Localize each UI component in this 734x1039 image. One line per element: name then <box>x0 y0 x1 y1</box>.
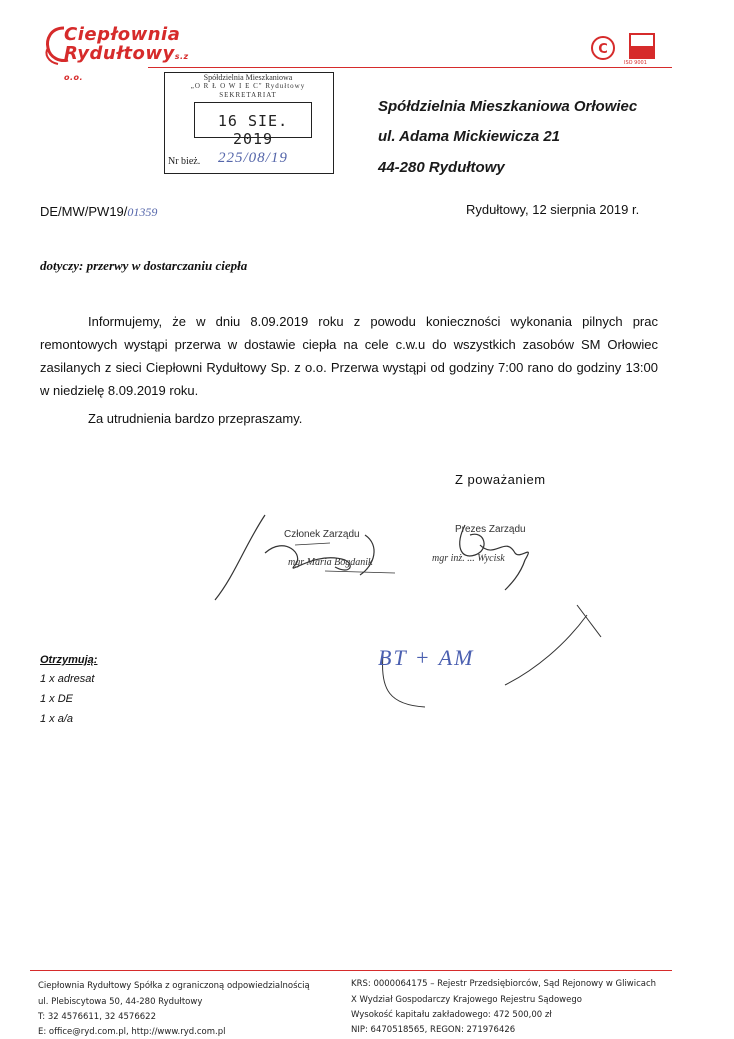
body-paragraph: Informujemy, że w dniu 8.09.2019 roku z powodu konieczności wykonania pilnych prac remontowych wystąpi przerwa w dostawie ciepła na cele c.w.u do wszystkich zasobów SM Orłowiec zasilanych z sieci Ciepłowni Rydułtowy Sp. z o.o. Przerwa wystąpi od godziny 7:00 rano do godziny 13:00 w niedzielę 8.09.2019 roku. <box>40 314 658 398</box>
footer-nip: NIP: 6470518565, REGON: 271976426 <box>351 1025 516 1035</box>
c-mark: C <box>598 42 608 57</box>
footer-court: X Wydział Gospodarczy Krajowego Rejestru Sądowego <box>351 995 582 1005</box>
reference-handwritten: 01359 <box>127 205 158 219</box>
footer-krs: KRS: 0000064175 – Rejestr Przedsiębiorców, Sąd Rejonowy w Gliwicach <box>351 979 657 989</box>
receipt-stamp <box>158 72 334 174</box>
stamp-line3: SEKRETARIAT <box>219 91 277 99</box>
addressee-line2: ul. Adama Mickiewicza 21 <box>378 128 561 145</box>
signature-1-title: Członek Zarządu <box>284 529 360 540</box>
signature-2-title: Prezes Zarządu <box>455 524 526 535</box>
logo-line2: Rydułtowys.z o.o. <box>64 43 189 82</box>
copyright-badge-icon <box>590 35 616 61</box>
subject-line <box>40 258 247 274</box>
company-logo <box>42 22 189 82</box>
footer-capital: Wysokość kapitału zakładowego: 472 500,00 zł <box>351 1010 552 1020</box>
recipient-item: 1 x a/a <box>40 713 74 725</box>
subject-text: przerwy w dostarczaniu ciepła <box>86 258 248 273</box>
footer-phone: T: 32 4576611, 32 4576622 <box>38 1012 156 1022</box>
footer-email: E: office@ryd.com.pl, http://www.ryd.com.pl <box>38 1027 226 1037</box>
recipients-heading: Otrzymują: <box>40 654 98 666</box>
signature-2-name: mgr inż. ... Wycisk <box>432 553 505 564</box>
stamp-date: 16 SIE. 2019 <box>217 112 289 148</box>
apology-text: Za utrudnienia bardzo przepraszamy. <box>88 411 303 426</box>
handwritten-note: BT + AM <box>378 645 475 670</box>
stamp-line1: Spółdzielnia Mieszkaniowa <box>203 73 293 82</box>
recipient-item: 1 x adresat <box>40 673 95 685</box>
place-date: Rydułtowy, 12 sierpnia 2019 r. <box>466 202 640 217</box>
stamp-nr-value: 225/08/19 <box>218 150 288 166</box>
addressee-line3: 44-280 Rydułtowy <box>378 159 505 176</box>
footer-address: ul. Plebiscytowa 50, 44-280 Rydułtowy <box>38 997 203 1007</box>
header-divider <box>148 67 672 68</box>
stamp-nr-label: Nr bież. <box>168 156 201 167</box>
recipient-item: 1 x DE <box>40 693 74 705</box>
footer-divider <box>30 970 672 971</box>
addressee-line1: Spółdzielnia Mieszkaniowa Orłowiec <box>378 98 638 115</box>
signature-1-name: mgr Maria Bogdanik <box>288 557 373 568</box>
cert-label: ISO 9001 <box>624 60 647 66</box>
subject-label: dotyczy: <box>40 258 84 273</box>
handwritten-signatures <box>205 505 625 710</box>
stamp-line2: „O R Ł O W I E C" Rydułtowy <box>190 82 306 90</box>
reference-number: DE/MW/PW19/01359 <box>40 204 158 219</box>
closing-greeting: Z poważaniem <box>455 472 546 487</box>
logo-line1: Ciepłownia <box>64 24 181 45</box>
footer-company: Ciepłownia Rydułtowy Spółka z ograniczoną odpowiedzialnością <box>38 981 310 991</box>
